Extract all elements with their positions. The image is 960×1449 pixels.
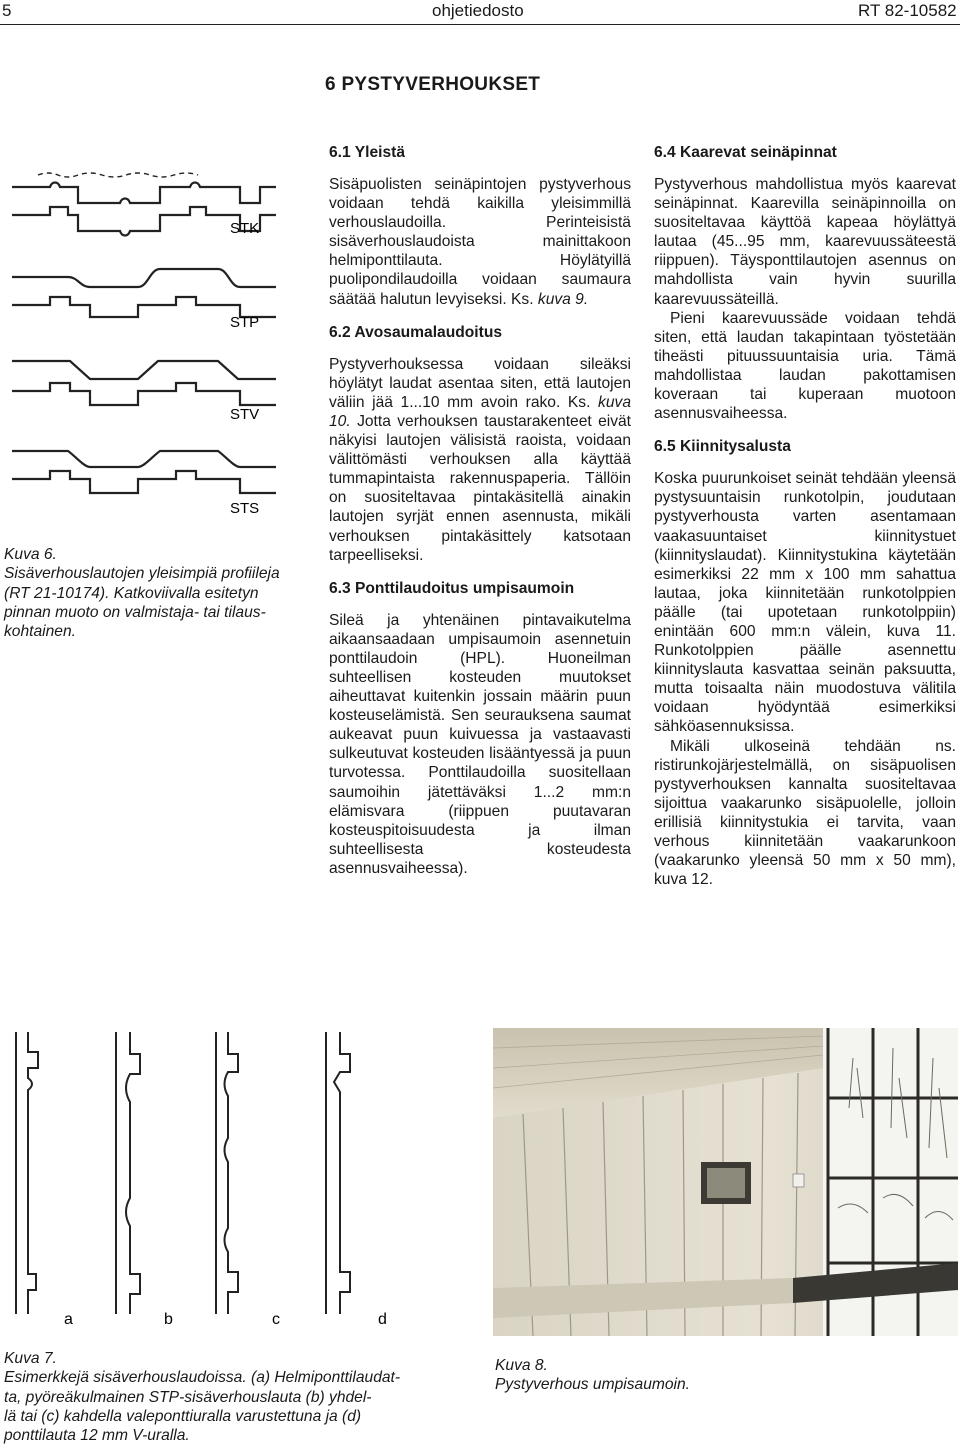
- fig7-label-d: d: [378, 1311, 387, 1328]
- ref-kuva-9: kuva 9.: [537, 290, 589, 308]
- figure-6-caption: [4, 545, 314, 641]
- header-doc-code: RT 82-10582: [858, 1, 957, 20]
- section-a-front: [28, 1032, 38, 1314]
- section-c-front: [225, 1032, 239, 1314]
- page-number: 5: [2, 1, 12, 20]
- stk-dashed-surface: [38, 173, 198, 177]
- fig6-caption-line: kohtainen.: [4, 623, 76, 641]
- paragraph-6-2-text: Pystyverhouksessa voidaan sileäksi höylätyt laudat asentaa siten, että lautojen väliin jää 1...10 mm avoin rako. Ks.: [329, 355, 631, 411]
- fig7-label-a: a: [64, 1311, 73, 1328]
- paragraph-6-5-a: Koska puurunkoiset seinät tehdään yleensä pystysuuntaisin runkotolpin, joudutaan pystyverhousta varten asentamaan vaakasuuntaiset kiinnitystuet (kiinnityslaudat). Kiinnitystukina käytetään esimerkiksi 22 mm x 100 mm sahattua lautaa, joka kiinnitetään runkotolppien päälle (tai upotetaan runkotolppiin) enintään 600 mm:n välein, kuva 11. Runkotolppien päälle asennettu kiinnityslauta kasvattaa seinän paksuutta, mutta toisaalta näin muodostuva välitila voidaan hyödyntää esimerkiksi sähköasennuksissa.: [654, 470, 956, 736]
- fig8-caption-line: Pystyverhous umpisaumoin.: [495, 1376, 691, 1394]
- fig6-label-stk: STK: [230, 220, 260, 237]
- heading-6-2: 6.2 Avosaumalaudoitus: [329, 323, 503, 341]
- heading-6-1: 6.1 Yleistä: [329, 144, 406, 161]
- figure-8-photo: [493, 1028, 958, 1336]
- fig6-label-stv: STV: [230, 406, 260, 423]
- stv-profile-top: [12, 361, 276, 379]
- fig6-caption-line: Kuva 6.: [4, 546, 57, 563]
- fig7-caption-line: Esimerkkejä sisäverhouslaudoissa. (a) Helmiponttilaudat-: [4, 1369, 401, 1387]
- paragraph-6-1-text: Sisäpuolisten seinäpintojen pystyverhous voidaan tehdä kaikilla yleisimmillä verhouslaudoilla. Perinteisistä sisäverhouslaudoista mainittakoon helmiponttilauta. Höylätyillä puolipondilaudoilla voidaan saumaura säätää halutun levyiseksi. Ks.: [329, 176, 631, 308]
- paragraph-6-1: [329, 175, 631, 309]
- heading-6-3: 6.3 Ponttilaudoitus umpisaumoin: [329, 579, 575, 597]
- section-b-front: [126, 1032, 140, 1314]
- sts-profile-top: [12, 451, 276, 467]
- stk-profile-top: [12, 183, 276, 204]
- fig7-caption-line: Kuva 7.: [4, 1350, 57, 1367]
- header-section: ohjetiedosto: [432, 1, 524, 20]
- heading-6-5: 6.5 Kiinnitysalusta: [654, 438, 791, 456]
- paragraph-6-3: Sileä ja yhtenäinen pintavaikutelma aikaansaadaan umpisaumoin asennetuin ponttilaudoin (HPL). Huoneilman suhteellisen kosteuden muutokset aiheuttavat kuitenkin jossain määrin puun kosteuselämistä. Sen seurauksena saumat aukeavat puun kuivuessa ja vastaavasti sulkeutuvat kosteuden lisääntyessä ja puun turvotessa. Ponttilaudoilla suositellaan saumoihin jätettäväksi 1...2 mm:n elämisvara (riippuen puutavaran kosteuspitoisuudesta ja ilman suhteellisesta kosteudesta asennusvaiheessa).: [329, 611, 631, 877]
- text-column-2: [654, 143, 956, 889]
- sts-profile-bottom: [12, 471, 276, 493]
- paragraph-6-2: [329, 355, 631, 565]
- fig7-label-c: c: [272, 1311, 280, 1328]
- paragraph-6-4-b: Pieni kaarevuussäde voidaan tehdä siten, että laudan takapintaan työstetään tiheästi pituussuuntaisia uria. Tämä mahdollistaa laudan pakottamisen koveraan tai kuperaan muotoon asennusvaiheessa.: [654, 309, 956, 423]
- figure-7-sections: [6, 1028, 426, 1330]
- fig7-caption-line: lä tai (c) kahdella valeponttiuralla varustettuna ja (d): [4, 1407, 362, 1425]
- fig6-label-sts: STS: [230, 500, 260, 517]
- paragraph-6-4-a: Pystyverhous mahdollistua myös kaarevat seinäpinnat. Kaarevilla seinäpinnoilla on suositeltavaa käyttöä kapeaa höylättyä lautaa (45...95 mm, kaarevuussäteestä riippuen). Täysponttilautojen asennus on mahdollista vain hyvin suurilla kaarevuussäteillä.: [654, 176, 956, 308]
- stv-profile-bottom: [12, 383, 276, 405]
- fig7-caption-line: ta, pyöreäkulmainen STP-sisäverhouslauta (b) yhdel-: [4, 1388, 372, 1406]
- fig7-label-b: b: [164, 1311, 173, 1328]
- header-rule: [0, 24, 960, 25]
- fig6-caption-line: (RT 21-10174). Katkoviivalla esitetyn: [4, 584, 259, 602]
- fig8-caption-line: Kuva 8.: [495, 1357, 548, 1374]
- heading-6-4: 6.4 Kaarevat seinäpinnat: [654, 144, 837, 161]
- paragraph-6-5-b: Mikäli ulkoseinä tehdään ns. ristirunkojärjestelmällä, on sisäpuolisen pystyverhouksen kannalta suositeltavaa sijoittua vaakarunko sisäpuolelle, jolloin erillisiä kiinnitystukia ei tarvita, vaan verhous kiinnitetään vaakarunkoon (vaakarunko yleensä 50 mm x 50 mm), kuva 12.: [654, 737, 956, 889]
- figure-7-caption: [4, 1349, 444, 1445]
- fig6-label-stp: STP: [230, 314, 260, 331]
- text-column-1: [329, 143, 631, 878]
- stp-profile-top: [12, 269, 276, 287]
- section-d-front: [334, 1032, 350, 1314]
- figure-8-caption: [495, 1356, 795, 1395]
- chapter-title: 6 PYSTYVERHOUKSET: [325, 74, 541, 95]
- figure-6-profiles: [8, 165, 308, 525]
- ref-kuva-10: kuva 10.: [329, 393, 631, 430]
- paragraph-6-2-text-cont: Jotta verhouksen taustarakenteet eivät näkyisi lautojen välisistä raoista, voidaan välittömästi verhouksen alla käyttää tummapintaista rakennuspaperia. Tällöin on suositeltavaa pintakäsitellä ainakin lautojen syrjät ennen asennusta, mikäli verhouksen pintakäsittely katsotaan tarpeelliseksi.: [329, 412, 632, 564]
- photo-switch: [793, 1174, 804, 1187]
- fig6-caption-line: pinnan muoto on valmistaja- tai tilaus-: [4, 603, 266, 621]
- fig7-caption-line: ponttilauta 12 mm V-uralla.: [4, 1427, 190, 1445]
- fig6-caption-line: Sisäverhouslautojen yleisimpiä profiileja: [4, 565, 280, 583]
